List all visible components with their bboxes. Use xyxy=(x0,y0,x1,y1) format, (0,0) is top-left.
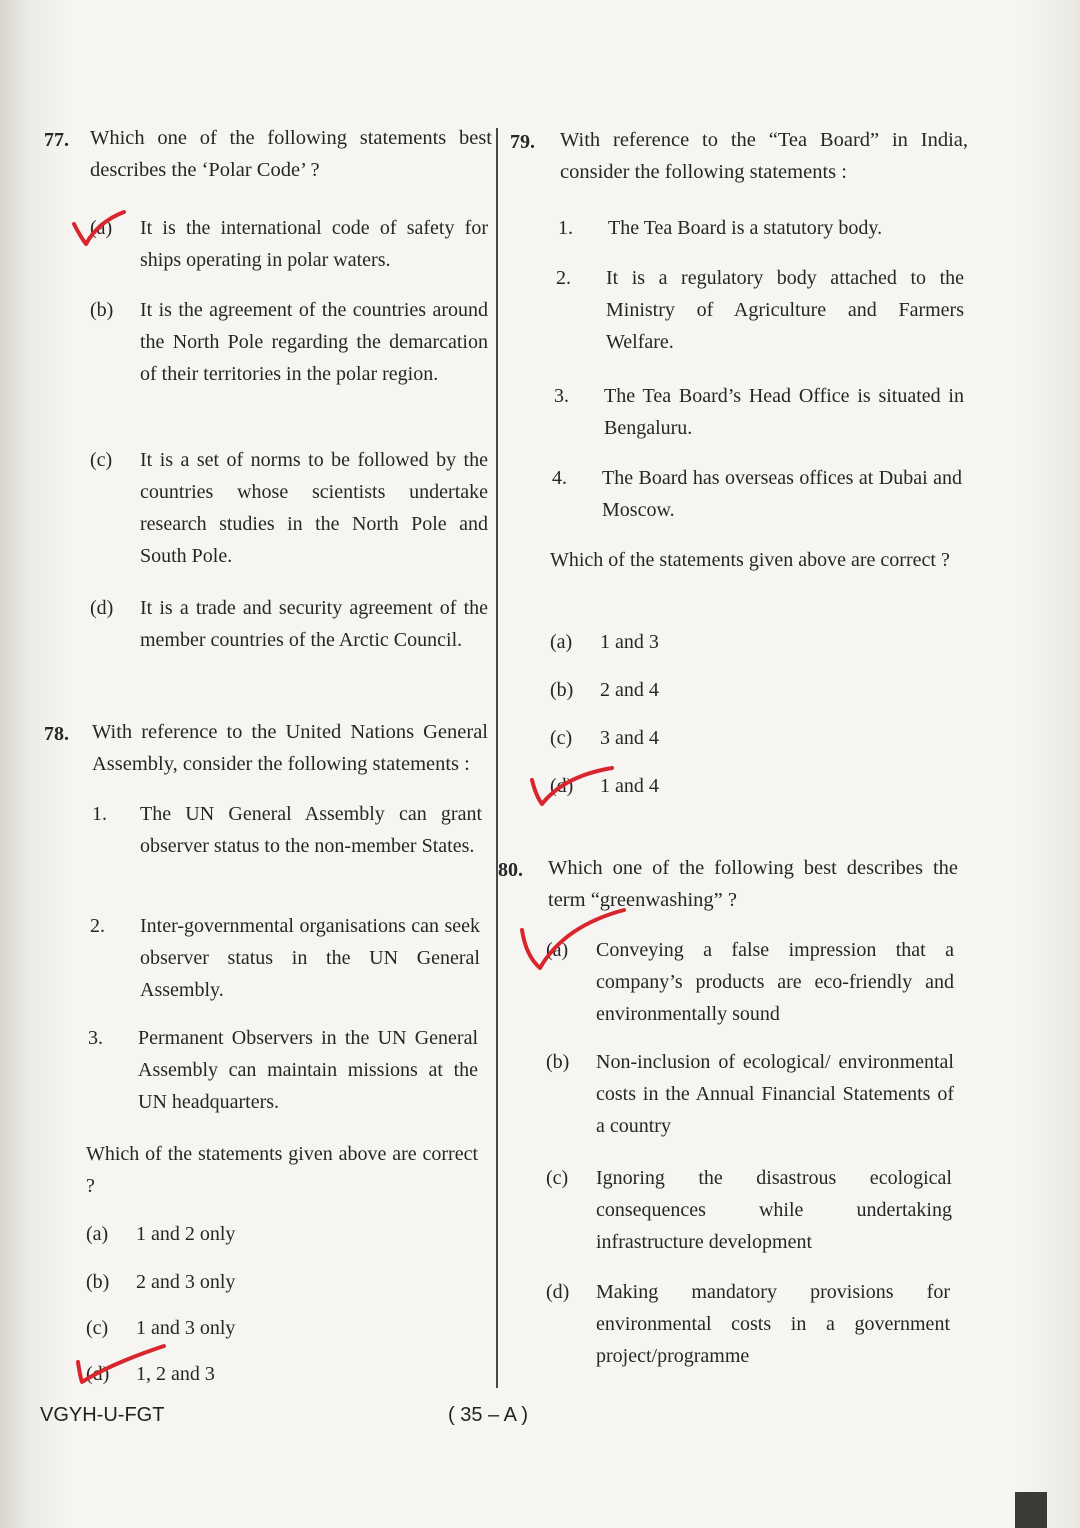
option-text: 1 and 3 only xyxy=(136,1317,236,1339)
option-label: (a) xyxy=(90,217,113,239)
option-text: 2 and 3 only xyxy=(136,1271,236,1293)
question-number: 79. xyxy=(510,131,535,153)
question-stem: Which one of the following best describes the term “greenwashing” ? xyxy=(548,857,958,911)
question-stem: With reference to the United Nations General Assembly, consider the following statements : xyxy=(92,721,488,775)
option-text: 1 and 3 xyxy=(600,631,659,653)
statement-number: 3. xyxy=(88,1027,103,1049)
statement-number: 1. xyxy=(558,217,573,239)
statement-text: The Board has overseas offices at Dubai and Moscow. xyxy=(602,467,962,521)
option-text: It is a trade and security agreement of the member countries of the Arctic Council. xyxy=(140,597,488,651)
option-text: 3 and 4 xyxy=(600,727,659,749)
option-text: It is the agreement of the countries around the North Pole regarding the demarcation of their territories in the polar region. xyxy=(140,299,488,385)
page-corner-shadow xyxy=(1015,1492,1047,1528)
option-text: 1 and 4 xyxy=(600,775,659,797)
option-label: (d) xyxy=(550,775,574,797)
option-text: 1 and 2 only xyxy=(136,1223,236,1245)
option-text: 1, 2 and 3 xyxy=(136,1363,215,1385)
question-ask: Which of the statements given above are correct ? xyxy=(550,549,950,571)
booklet-code: VGYH-U-FGT xyxy=(40,1404,165,1426)
statement-number: 1. xyxy=(92,803,107,825)
question-number: 80. xyxy=(498,859,523,881)
option-label: (a) xyxy=(550,631,573,653)
statement-text: It is a regulatory body attached to the Ministry of Agriculture and Farmers Welfare. xyxy=(606,267,964,353)
statement-number: 2. xyxy=(90,915,105,937)
option-text: Ignoring the disastrous ecological consequences while undertaking infrastructure development xyxy=(596,1167,952,1253)
option-label: (d) xyxy=(90,597,114,619)
column-divider xyxy=(496,128,498,1388)
option-label: (b) xyxy=(90,299,114,321)
option-label: (a) xyxy=(86,1223,109,1245)
option-text: It is the international code of safety for ships operating in polar waters. xyxy=(140,217,488,271)
option-label: (b) xyxy=(546,1051,570,1073)
option-label: (c) xyxy=(546,1167,569,1189)
statement-text: Inter-governmental organisations can seek observer status in the UN General Assembly. xyxy=(140,915,480,1001)
option-text: Making mandatory provisions for environmental costs in a government project/programme xyxy=(596,1281,950,1367)
question-ask: Which of the statements given above are correct ? xyxy=(86,1143,478,1197)
statement-number: 4. xyxy=(552,467,567,489)
question-number: 77. xyxy=(44,129,69,151)
option-label: (b) xyxy=(550,679,574,701)
page-number: ( 35 – A ) xyxy=(448,1404,529,1426)
option-text: It is a set of norms to be followed by the countries whose scientists undertake research studies in the North Pole and South Pole. xyxy=(140,449,488,567)
option-text: Non-inclusion of ecological/ environmental costs in the Annual Financial Statements of a country xyxy=(596,1051,954,1137)
option-text: Conveying a false impression that a company’s products are eco-friendly and environmentally sound xyxy=(596,939,954,1025)
option-label: (c) xyxy=(550,727,573,749)
option-text: 2 and 4 xyxy=(600,679,659,701)
statement-text: The Tea Board’s Head Office is situated in Bengaluru. xyxy=(604,385,964,439)
option-label: (c) xyxy=(90,449,113,471)
option-label: (d) xyxy=(86,1363,110,1385)
question-number: 78. xyxy=(44,723,69,745)
option-label: (a) xyxy=(546,939,569,961)
option-label: (b) xyxy=(86,1271,110,1293)
statement-text: The Tea Board is a statutory body. xyxy=(608,217,883,239)
question-stem: With reference to the “Tea Board” in India, consider the following statements : xyxy=(560,129,968,183)
statement-text: Permanent Observers in the UN General Assembly can maintain missions at the UN headquarters. xyxy=(138,1027,478,1113)
question-stem: Which one of the following statements best describes the ‘Polar Code’ ? xyxy=(90,127,492,181)
option-label: (d) xyxy=(546,1281,570,1303)
option-label: (c) xyxy=(86,1317,109,1339)
statement-number: 2. xyxy=(556,267,571,289)
statement-text: The UN General Assembly can grant observer status to the non-member States. xyxy=(140,803,482,857)
statement-number: 3. xyxy=(554,385,569,407)
